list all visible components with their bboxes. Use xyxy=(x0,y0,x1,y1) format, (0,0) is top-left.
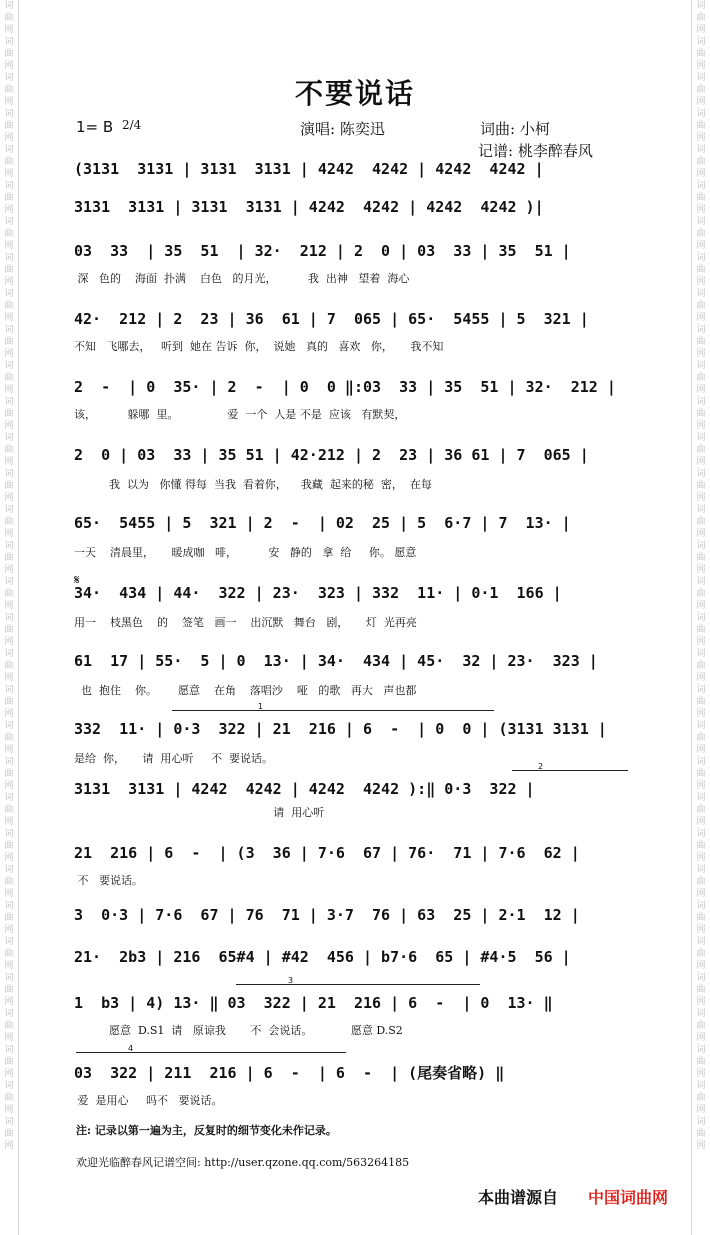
source-site-link[interactable]: 中国词曲网 xyxy=(588,1190,669,1207)
time-signature: 2/4 xyxy=(122,118,142,132)
source-label: 本曲谱源自 xyxy=(478,1190,559,1207)
score-lyrics-4: 不知 飞哪去， 听到 她在 告诉 你， 说她 真的 喜欢 你， 我不知 xyxy=(74,340,444,353)
ending-4-label: 4 xyxy=(128,1044,134,1053)
score-notes-3: 03 33 | 35 51 | 32· 212 | 2 0 | 03 33 | 35 51 | xyxy=(74,242,571,260)
score-lyrics-5: 该， 躲哪 里。 爱 一个 人是 不是 应该 有默契， xyxy=(74,408,406,421)
score-notes-16: 03 322 | 211 216 | 6 - | 6 - | (尾奏省略) ‖ xyxy=(74,1064,505,1082)
ending-2-label: 2 xyxy=(538,762,544,771)
left-border xyxy=(18,0,19,1235)
watermark-left: 词曲网词曲网词曲网词曲网词曲网词曲网词曲网词曲网词曲网词曲网词曲网词曲网词曲网词曲网词曲网词曲网词曲网词曲网词曲网词曲网词曲网词曲网词曲网词曲网词曲网词曲网词曲网词曲网词曲网词曲网词曲网词曲网 xyxy=(4,1,14,1151)
ending-1-label: 1 xyxy=(258,702,264,711)
score-lyrics-11: 请 用心听 xyxy=(74,806,325,819)
transcriber: 记谱: 桃李醉春风 xyxy=(478,142,593,160)
score-lyrics-12: 不 要说话。 xyxy=(74,874,143,887)
score-notes-12: 21 216 | 6 - | (3 36 | 7·6 67 | 76· 71 | 7·6 62 | xyxy=(74,844,580,862)
footnote: 注: 记录以第一遍为主，反复时的细节变化未作记录。 xyxy=(76,1124,337,1137)
ending-4 xyxy=(76,1044,346,1053)
composer: 词曲: 小柯 xyxy=(480,120,550,138)
score-notes-6: 2 0 | 03 33 | 35 51 | 42·212 | 2 23 | 36 61 | 7 065 | xyxy=(74,446,589,464)
singer: 演唱: 陈奕迅 xyxy=(300,120,385,138)
score-lyrics-15: 愿意 D.S1 请 原谅我 不 会说话。 愿意 D.S2 xyxy=(74,1024,403,1037)
song-title: 不要说话 xyxy=(294,77,415,110)
score-lyrics-14 xyxy=(74,972,634,988)
segno-sign: 𝄋 xyxy=(74,573,80,588)
score-lyrics-2 xyxy=(74,224,634,240)
right-border xyxy=(691,0,692,1235)
ending-1 xyxy=(172,702,494,711)
score-notes-7: 65· 5455 | 5 321 | 2 - | 02 25 | 5 6·7 | 7 13· | xyxy=(74,514,571,532)
score-notes-13: 3 0·3 | 7·6 67 | 76 71 | 3·7 76 | 63 25 | 2·1 12 | xyxy=(74,906,580,924)
score-notes-4: 42· 212 | 2 23 | 36 61 | 7 065 | 65· 5455 | 5 321 | xyxy=(74,310,589,328)
score-notes-10: 332 11· | 0·3 322 | 21 216 | 6 - | 0 0 | (3131 3131 | xyxy=(74,720,607,738)
welcome-text: 欢迎光临醉春风记谱空间: http://user.qzone.qq.com/563264185 xyxy=(76,1156,410,1169)
ending-3-label: 3 xyxy=(288,976,294,985)
score-lyrics-9: 也 抱住 你。 愿意 在角 落唱沙 哑 的歌 再大 声也都 xyxy=(74,684,417,697)
watermark-right: 词曲网词曲网词曲网词曲网词曲网词曲网词曲网词曲网词曲网词曲网词曲网词曲网词曲网词曲网词曲网词曲网词曲网词曲网词曲网词曲网词曲网词曲网词曲网词曲网词曲网词曲网词曲网词曲网词曲网词曲网词曲网词曲网 xyxy=(696,1,706,1151)
score-lyrics-13 xyxy=(74,930,634,946)
score-notes-1: (3131 3131 | 3131 3131 | 4242 4242 | 4242 4242 | xyxy=(74,160,544,178)
score-lyrics-7: 一天 清晨里， 暖成咖 啡， 安 静的 拿 给 你。 愿意 xyxy=(74,546,417,559)
score-notes-14: 21· 2b3 | 216 65#4 | #42 456 | b7·6 65 | #4·5 56 | xyxy=(74,948,571,966)
score-notes-9: 61 17 | 55· 5 | 0 13· | 34· 434 | 45· 32 | 23· 323 | xyxy=(74,652,598,670)
score-notes-2: 3131 3131 | 3131 3131 | 4242 4242 | 4242 4242 )| xyxy=(74,198,544,216)
score-lyrics-16: 爱 是用心 吗不 要说话。 xyxy=(74,1094,223,1107)
score-lyrics-3: 深 色的 海面 扑满 白色 的月光， 我 出神 望着 海心 xyxy=(74,272,410,285)
key-signature: 1= B xyxy=(76,118,114,136)
score-lyrics-8: 用一 枝黑色 的 签笔 画一 出沉默 舞台 剧， 灯 光再亮 xyxy=(74,616,417,629)
ending-2 xyxy=(512,762,628,771)
score-lyrics-6: 我 以为 你懂 得每 当我 看着你， 我藏 起来的秘 密， 在每 xyxy=(74,478,432,491)
score-notes-11: 3131 3131 | 4242 4242 | 4242 4242 ):‖ 0·3 322 | xyxy=(74,780,535,798)
score-notes-15: 1 b3 | 4) 13· ‖ 03 322 | 21 216 | 6 - | 0 13· ‖ xyxy=(74,994,553,1012)
score-notes-8: 34· 434 | 44· 322 | 23· 323 | 332 11· | 0·1 166 | xyxy=(74,584,562,602)
score-notes-5: 2 - | 0 35· | 2 - | 0 0 ‖:03 33 | 35 51 | 32· 212 | xyxy=(74,378,616,396)
score-lyrics-10: 是给 你， 请 用心听 不 要说话。 xyxy=(74,752,273,765)
